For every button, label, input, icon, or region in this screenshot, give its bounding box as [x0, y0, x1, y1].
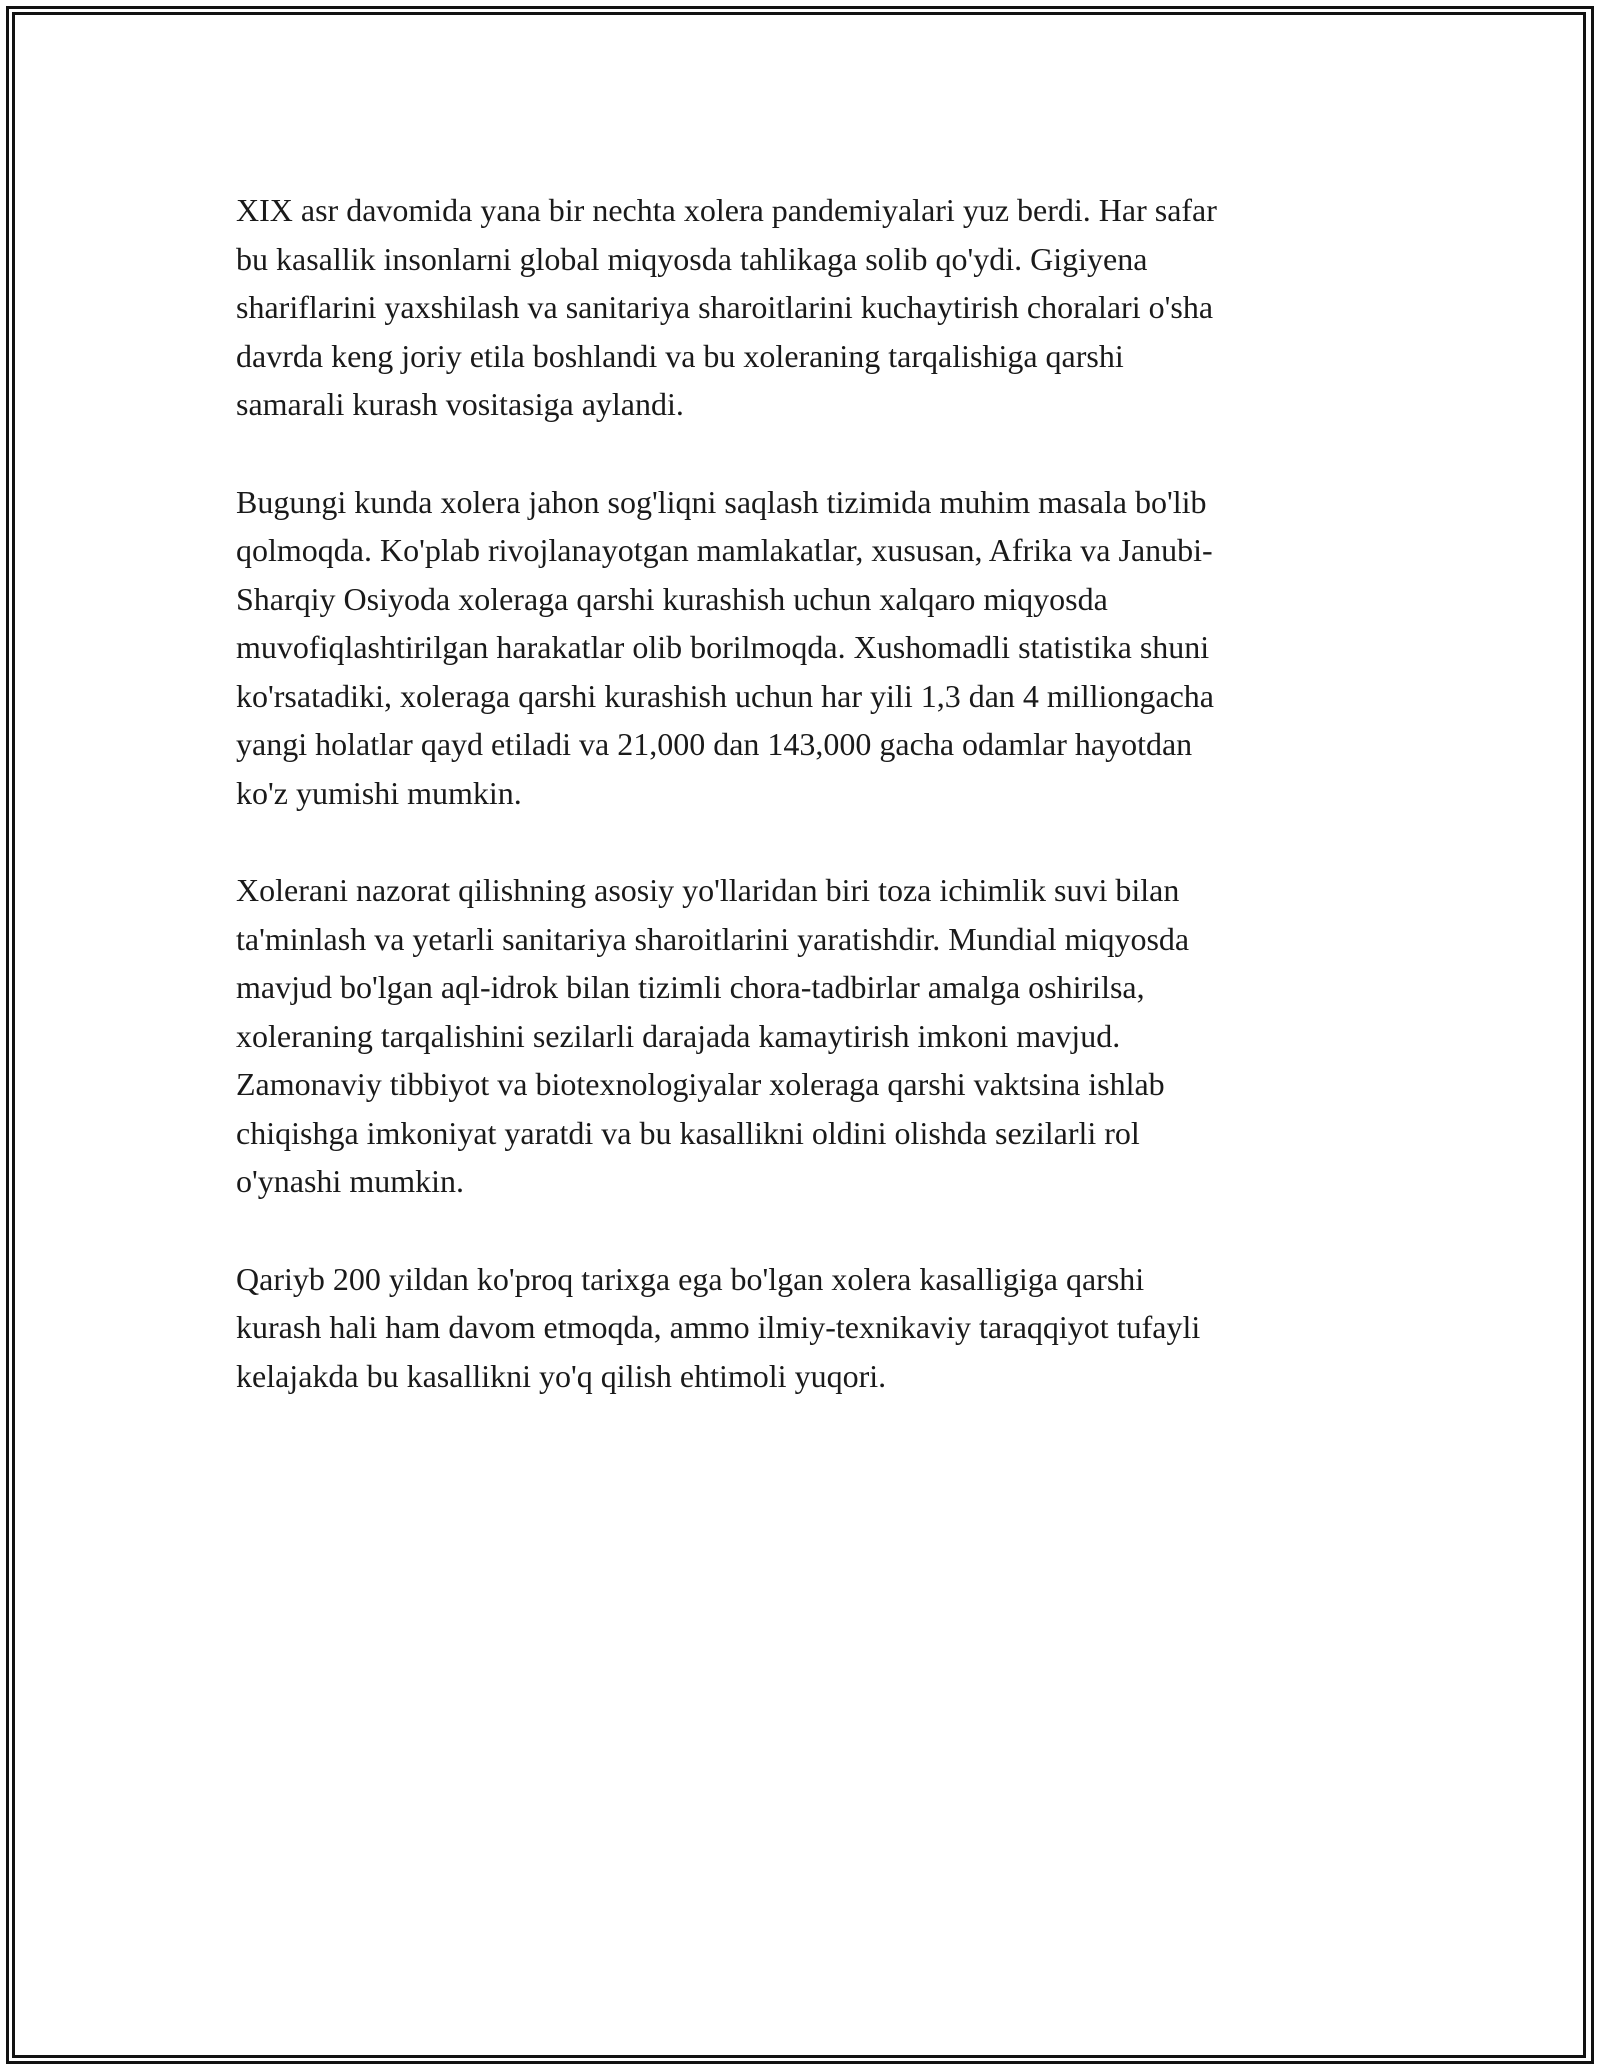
text-line: chiqishga imkoniyat yaratdi va bu kasallikni oldini olishda sezilarli rol: [236, 1114, 1140, 1151]
text-line: samarali kurash vositasiga aylandi.: [236, 386, 684, 422]
text-line: davrda keng joriy etila boshlandi va bu xoleraning tarqalishiga qarshi: [236, 337, 1124, 374]
text-line: qolmoqda. Ko'plab rivojlanayotgan mamlakatlar, xususan, Afrika va Janubi-: [236, 532, 1213, 568]
text-line: shariflarini yaxshilash va sanitariya sharoitlarini kuchaytirish choralari o'sha: [236, 289, 1214, 325]
text-line: Qariyb 200 yildan ko'proq tarixga ega bo'lgan xolera kasalligiga qarshi: [236, 1260, 1145, 1297]
text-line: XIX asr davomida yana bir nechta xolera pandemiyalari yuz berdi. Har safar: [236, 192, 1217, 228]
paragraph-2: [236, 478, 1376, 818]
text-line: xoleraning tarqalishini sezilarli darajada kamaytirish imkoni mavjud.: [236, 1017, 1121, 1054]
text-line: kelajakda bu kasallikni yo'q qilish ehtimoli yuqori.: [236, 1357, 887, 1394]
paragraph-4: [236, 1255, 1376, 1401]
text-line: yangi holatlar qayd etiladi va 21,000 dan 143,000 gacha odamlar hayotdan: [236, 726, 1193, 762]
text-line: ko'z yumishi mumkin.: [236, 774, 522, 811]
paragraph-1: [236, 186, 1376, 429]
text-line: ko'rsatadiki, xoleraga qarshi kurashish uchun har yili 1,3 dan 4 milliongacha: [236, 677, 1214, 714]
text-line: Zamonaviy tibbiyot va biotexnologiyalar xoleraga qarshi vaktsina ishlab: [236, 1066, 1165, 1102]
text-line: kurash hali ham davom etmoqda, ammo ilmiy-texnikaviy taraqqiyot tufayli: [236, 1309, 1201, 1345]
paragraph-3: [236, 866, 1376, 1206]
text-line: Bugungi kunda xolera jahon sog'liqni saqlash tizimida muhim masala bo'lib: [236, 483, 1207, 520]
text-line: o'ynashi mumkin.: [236, 1163, 464, 1199]
text-line: mavjud bo'lgan aql-idrok bilan tizimli chora-tadbirlar amalga oshirilsa,: [236, 969, 1145, 1005]
text-line: muvofiqlashtirilgan harakatlar olib borilmoqda. Xushomadli statistika shuni: [236, 629, 1210, 665]
text-line: bu kasallik insonlarni global miqyosda tahlikaga solib qo'ydi. Gigiyena: [236, 240, 1148, 277]
text-line: Xolerani nazorat qilishning asosiy yo'llaridan biri toza ichimlik suvi bilan: [236, 872, 1180, 908]
text-line: Sharqiy Osiyoda xoleraga qarshi kurashish uchun xalqaro miqyosda: [236, 580, 1108, 617]
document-body: [236, 186, 1376, 1449]
text-line: ta'minlash va yetarli sanitariya sharoitlarini yaratishdir. Mundial miqyosda: [236, 920, 1190, 957]
